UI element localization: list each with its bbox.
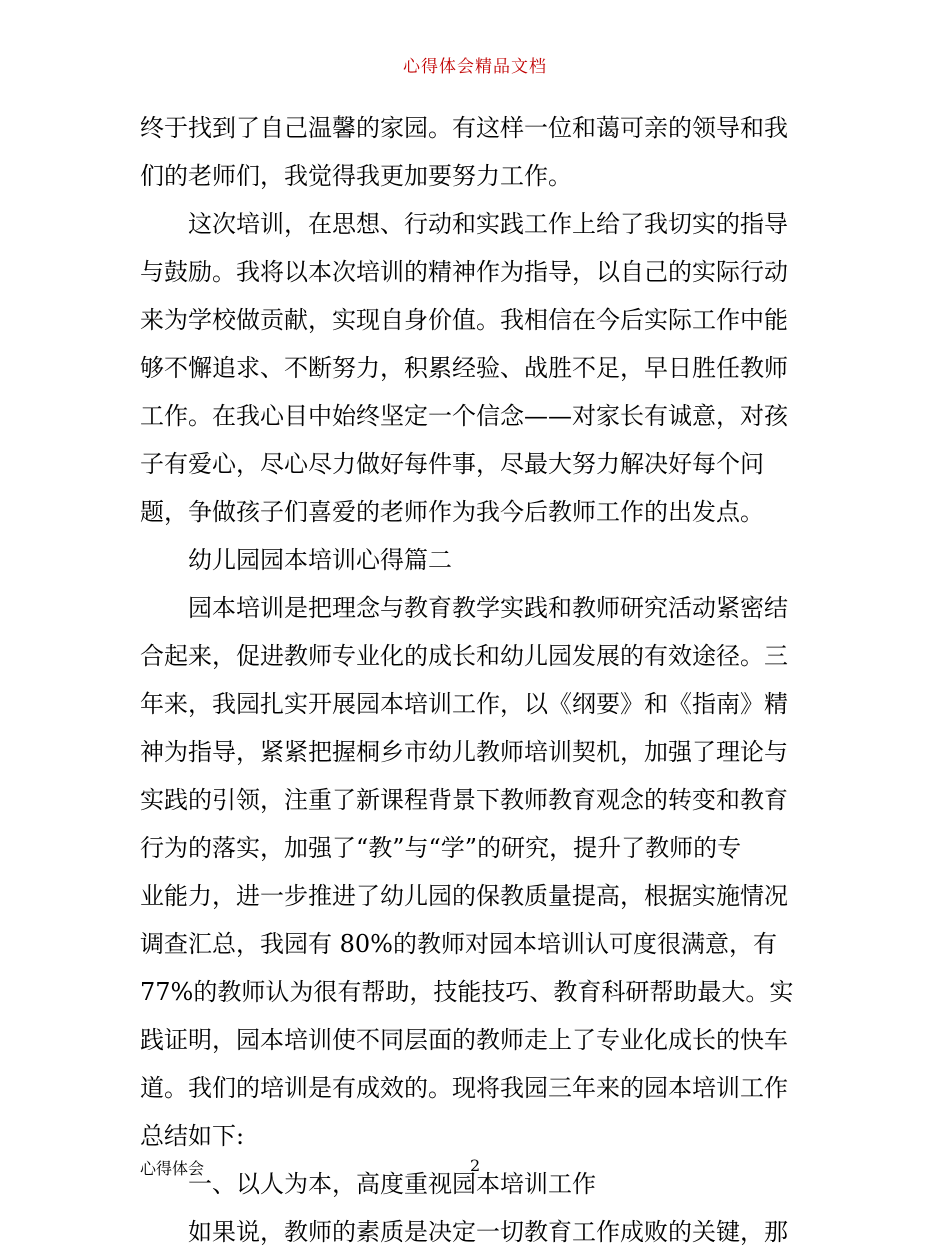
text-line: 够不懈追求、不断努力，积累经验、战胜不足，早日胜任教师 [140, 354, 788, 382]
text-line: 工作。在我心目中始终坚定一个信念——对家长有诚意，对孩 [140, 402, 788, 430]
text-line: 这次培训，在思想、行动和实践工作上给了我切实的指导 [188, 210, 788, 238]
section-heading: 幼儿园园本培训心得篇二 [188, 546, 452, 574]
text-line: 们的老师们，我觉得我更加要努力工作。 [140, 162, 572, 190]
text-line: 实践的引领，注重了新课程背景下教师教育观念的转变和教育 [140, 786, 788, 814]
section-heading: 一、以人为本，高度重视园本培训工作 [188, 1170, 596, 1198]
text-line: 践证明，园本培训使不同层面的教师走上了专业化成长的快车 [140, 1026, 788, 1054]
text-line: 如果说，教师的素质是决定一切教育工作成败的关键，那 [188, 1218, 788, 1246]
text-line: 业能力，进一步推进了幼儿园的保教质量提高，根据实施情况 [140, 882, 788, 910]
page-number: 2 [470, 1156, 481, 1175]
text-line: 神为指导，紧紧把握桐乡市幼儿教师培训契机，加强了理论与 [140, 738, 788, 766]
text-line: 题，争做孩子们喜爱的老师作为我今后教师工作的出发点。 [140, 498, 764, 526]
footer-label: 心得体会 [140, 1159, 205, 1178]
text-line: 77%的教师认为很有帮助，技能技巧、教育科研帮助最大。实 [140, 978, 794, 1006]
page-header-title: 心得体会精品文档 [403, 57, 547, 77]
text-line: 子有爱心，尽心尽力做好每件事，尽最大努力解决好每个问 [140, 450, 764, 478]
text-line: 道。我们的培训是有成效的。现将我园三年来的园本培训工作 [140, 1074, 788, 1102]
text-line: 园本培训是把理念与教育教学实践和教师研究活动紧密结 [188, 594, 788, 622]
text-line: 行为的落实，加强了“教”与“学”的研究，提升了教师的专 [140, 834, 742, 862]
text-line: 合起来，促进教师专业化的成长和幼儿园发展的有效途径。三 [140, 642, 788, 670]
text-line: 终于找到了自己温馨的家园。有这样一位和蔼可亲的领导和我 [140, 114, 788, 142]
document-body [140, 104, 820, 1256]
text-line: 年来，我园扎实开展园本培训工作，以《纲要》和《指南》精 [140, 690, 788, 718]
text-line: 与鼓励。我将以本次培训的精神作为指导，以自己的实际行动 [140, 258, 788, 286]
text-line: 总结如下: [140, 1122, 245, 1150]
text-line: 调查汇总，我园有 80%的教师对园本培训认可度很满意，有 [140, 930, 777, 958]
text-line: 来为学校做贡献，实现自身价值。我相信在今后实际工作中能 [140, 306, 788, 334]
